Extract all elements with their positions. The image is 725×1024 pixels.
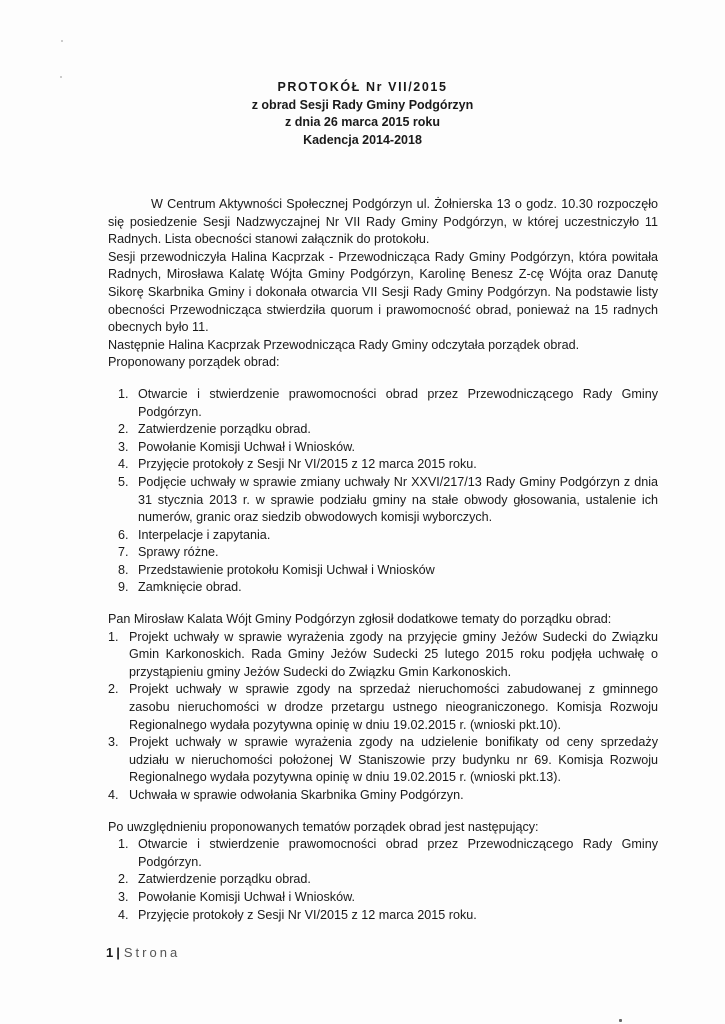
list-item (108, 579, 658, 597)
page-footer (106, 944, 180, 962)
list-number: 2. (108, 682, 119, 697)
list-item (108, 562, 658, 580)
list-number: 1. (118, 837, 129, 852)
list-text: Uchwała w sprawie odwołania Skarbnika Gminy Podgórzyn. (129, 788, 464, 802)
list-text: Zatwierdzenie porządku obrad. (138, 422, 311, 437)
list-number: 9. (118, 580, 129, 595)
document-title: PROTOKÓŁ Nr VII/2015 (277, 80, 448, 94)
list-item (108, 787, 658, 805)
list-text: Interpelacje i zapytania. (138, 527, 271, 542)
list-text: Projekt uchwały w sprawie wyrażenia zgody na przyjęcie gminy Jeżów Sudecki do Związku Gmin Karkonoskich. Rada Gminy Jeżów Sudecki 25 lutego 2015 roku podjęła uchwałę o przystąpieniu gminy Jeżów Sudecki do Związku Gmin Karkonoskich. (129, 629, 658, 679)
list-number: 3. (108, 735, 119, 750)
list-item (108, 439, 658, 457)
document-term: Kadencja 2014-2018 (303, 132, 422, 147)
list-text: Przyjęcie protokoły z Sesji Nr VI/2015 z 12 marca 2015 roku. (138, 907, 477, 922)
final-agenda-intro: Po uwzględnieniu proponowanych tematów porządek obrad jest następujący: (108, 819, 539, 834)
list-number: 2. (118, 422, 129, 437)
list-number: 8. (118, 562, 129, 577)
list-item (108, 907, 658, 925)
list-item (108, 681, 658, 734)
list-text: Sprawy różne. (138, 545, 219, 560)
list-item (108, 421, 658, 439)
list-item (108, 544, 658, 562)
page-label: Strona (123, 945, 181, 960)
document-header (0, 79, 725, 149)
list-number: 3. (118, 439, 129, 454)
list-item (108, 836, 658, 871)
list-text: Otwarcie i stwierdzenie prawomocności obrad przez Przewodniczącego Rady Gminy Podgórzyn. (138, 386, 658, 419)
list-number: 1. (108, 629, 119, 644)
list-item (108, 889, 658, 907)
document-subtitle: z obrad Sesji Rady Gminy Podgórzyn (251, 97, 474, 112)
list-number: 4. (108, 788, 119, 802)
list-item (108, 629, 658, 682)
additional-topics-intro: Pan Mirosław Kalata Wójt Gminy Podgórzyn zgłosił dodatkowe tematy do porządku obrad: (108, 612, 612, 627)
reading-paragraph: Następnie Halina Kacprzak Przewodnicząca Rady Gminy odczytała porządek obrad. (108, 337, 580, 352)
document-date: z dnia 26 marca 2015 roku (285, 115, 440, 129)
list-item (108, 456, 658, 474)
intro-paragraph: W Centrum Aktywności Społecznej Podgórzyn ul. Żołnierska 13 o godz. 10.30 rozpoczęło się posiedzenie Sesji Nadzwyczajnej Nr VII Rady Gminy Podgórzyn, w której uczestniczyło 11 Radnych. Lista obecności stanowi załącznik do protokołu. (108, 197, 658, 247)
additional-topics-list (108, 629, 658, 805)
list-number: 1. (118, 386, 129, 401)
list-text: Otwarcie i stwierdzenie prawomocności obrad przez Przewodniczącego Rady Gminy Podgórzyn. (138, 837, 658, 869)
list-number: 4. (118, 457, 129, 472)
proposed-agenda-list (108, 386, 658, 597)
list-number: 5. (118, 474, 129, 489)
footer-separator: | (116, 945, 120, 960)
list-text: Powołanie Komisji Uchwał i Wniosków. (138, 439, 355, 454)
list-text: Podjęcie uchwały w sprawie zmiany uchwały Nr XXVI/217/13 Rady Gminy Podgórzyn z dnia 31 stycznia 2013 r. w sprawie podziału gminy na stałe obwody głosowania, ustalenie ich numerów, granic oraz siedzib obwodowych komisji wyborczych. (138, 474, 658, 525)
page-number: 1 (106, 945, 114, 960)
list-item (108, 386, 658, 421)
scan-speck (61, 40, 63, 42)
scan-speck (619, 1019, 622, 1022)
list-number: 7. (118, 545, 129, 560)
list-item (108, 527, 658, 545)
list-number: 3. (118, 889, 129, 904)
list-number: 2. (118, 872, 129, 887)
list-text: Projekt uchwały w sprawie zgody na sprzedaż nieruchomości zabudowanej z gminnego zasobu nieruchomości w drodze przetargu ustnego nieograniczonego. Komisja Rozwoju Regionalnego wydała pozytywna opinię w dniu 19.02.2015 r. (wnioski pkt.10). (129, 682, 658, 732)
list-item (108, 734, 658, 787)
list-item (108, 474, 658, 527)
list-text: Przyjęcie protokoły z Sesji Nr VI/2015 z 12 marca 2015 roku. (138, 457, 477, 472)
list-number: 6. (118, 527, 129, 542)
list-text: Zatwierdzenie porządku obrad. (138, 872, 311, 887)
chair-paragraph: Sesji przewodniczyła Halina Kacprzak - Przewodnicząca Rady Gminy Podgórzyn, która powitała Radnych, Mirosława Kalatę Wójta Gminy Podgórzyn, Karolinę Benesz Z-cę Wójta oraz Danutę Sikorę Skarbnika Gminy i dokonała otwarcia VII Sesji Rady Gminy Podgórzyn. Na podstawie listy obecności Przewodnicząca stwierdziła quorum i prawomocność obrad, ponieważ na 15 radnych obecnych było 11. (108, 249, 658, 335)
final-agenda-list (108, 836, 658, 924)
document-body (108, 196, 658, 924)
list-text: Zamknięcie obrad. (138, 580, 242, 595)
list-text: Powołanie Komisji Uchwał i Wniosków. (138, 889, 355, 904)
agenda-intro: Proponowany porządek obrad: (108, 355, 280, 370)
list-text: Przedstawienie protokołu Komisji Uchwał i Wniosków (138, 562, 435, 577)
list-number: 4. (118, 907, 129, 922)
list-item (108, 871, 658, 889)
list-text: Projekt uchwały w sprawie wyrażenia zgody na udzielenie bonifikaty od ceny sprzedaży udziału w nieruchomości położonej W Staniszowie przy budynku nr 69. Komisja Rozwoju Regionalnego wydała pozytywna opinię w dniu 19.02.2015 r. (wnioski pkt.13). (129, 735, 658, 785)
scan-speck (60, 76, 62, 78)
